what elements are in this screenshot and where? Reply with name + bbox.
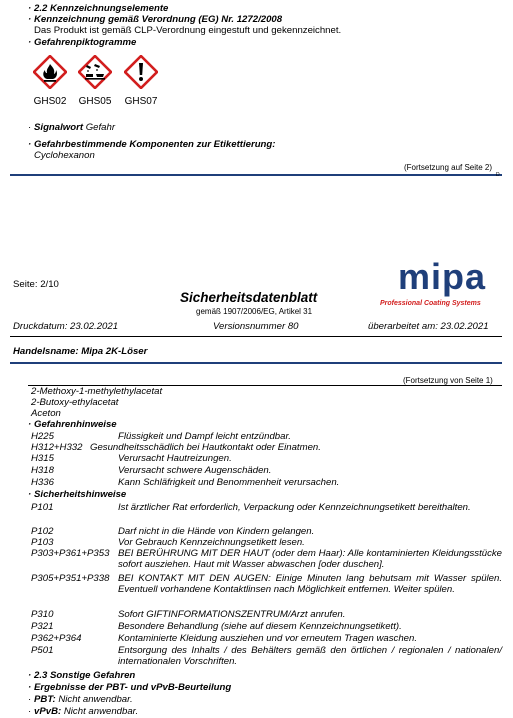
exclamation-icon: [124, 55, 158, 89]
pbt-heading: · Ergebnisse der PBT- und vPvB-Beurteilung: [28, 682, 232, 693]
precaution-code: P303+P361+P353: [31, 548, 110, 559]
precaution-code: P321: [31, 621, 54, 632]
corrosion-icon: [78, 55, 112, 89]
pictogram-code: GHS07: [124, 96, 158, 107]
pictogram-code: GHS02: [33, 96, 67, 107]
page-title: Sicherheitsdatenblatt: [180, 290, 318, 305]
component-item: 2-Methoxy-1-methylethylacetat: [31, 386, 163, 397]
trade-name-divider: [10, 362, 502, 364]
revision-date: überarbeitet am: 23.02.2021: [368, 321, 489, 332]
continued-on-note: (Fortsetzung auf Seite 2): [404, 163, 493, 172]
mipa-logo: [380, 256, 500, 312]
precaution-code: P101: [31, 502, 54, 513]
precaution-code: P102: [31, 526, 54, 537]
precaution-text: Besondere Behandlung (siehe auf diesem Kennzeichnungsetikett).: [118, 621, 402, 632]
signal-word: · Signalwort Gefahr: [28, 122, 116, 133]
precaution-text: Entsorgung des Inhalts / des Behälters gemäß den örtlichen / regionalen / nationalen/ internationalen Vorschriften.: [118, 645, 502, 667]
precaution-text: Ist ärztlicher Rat erforderlich, Verpackung oder Kennzeichnungsetikett bereithalten.: [118, 502, 471, 513]
hazard-code: H315: [31, 453, 54, 464]
hazard-code: H336: [31, 477, 54, 488]
page-marker: D: [496, 172, 500, 178]
hazard-text: Kann Schläfrigkeit und Benommenheit verursachen.: [118, 477, 340, 488]
flame-icon: [33, 55, 67, 89]
header-divider: [10, 336, 502, 337]
component-item: 2-Butoxy-ethylacetat: [31, 397, 119, 408]
hazard-statements-heading: · Gefahrenhinweise: [28, 419, 117, 430]
components-heading: · Gefahrbestimmende Komponenten zur Etikettierung:: [28, 139, 276, 150]
other-hazards-heading: · 2.3 Sonstige Gefahren: [28, 670, 136, 681]
precaution-text: BEI KONTAKT MIT DEN AUGEN: Einige Minuten lang behutsam mit Wasser spülen. Eventuell vorhandene Kontaktlinsen nach Möglichkeit entfernen. Weiter spülen.: [118, 573, 502, 595]
section-2-2-heading: · 2.2 Kennzeichnungselemente: [28, 3, 169, 14]
trade-name: Handelsname: Mipa 2K-Löser: [13, 346, 148, 357]
precaution-text: Darf nicht in die Hände von Kindern gelangen.: [118, 526, 315, 537]
regulation-heading: · Kennzeichnung gemäß Verordnung (EG) Nr. 1272/2008: [28, 14, 283, 25]
precaution-text: Kontaminierte Kleidung ausziehen und vor erneutem Tragen waschen.: [118, 633, 418, 644]
precaution-code: P310: [31, 609, 54, 620]
pictogram-code: GHS05: [78, 96, 112, 107]
hazard-code: H312+H332: [31, 442, 83, 453]
precaution-code: P305+P351+P338: [31, 573, 110, 584]
hazard-text: Flüssigkeit und Dampf leicht entzündbar.: [118, 431, 291, 442]
logo-tagline: Professional Coating Systems: [380, 300, 481, 307]
continued-from-note: (Fortsetzung von Seite 1): [403, 376, 493, 385]
component-item: Cyclohexanon: [34, 150, 95, 161]
precaution-text: Sofort GIFTINFORMATIONSZENTRUM/Arzt anrufen.: [118, 609, 346, 620]
regulation-text: Das Produkt ist gemäß CLP-Verordnung eingestuft und gekennzeichnet.: [34, 25, 342, 36]
precaution-code: P362+P364: [31, 633, 82, 644]
page-divider: [10, 174, 502, 176]
page-subtitle: gemäß 1907/2006/EG, Artikel 31: [196, 307, 313, 316]
precautionary-statements-heading: · Sicherheitshinweise: [28, 489, 127, 500]
hazard-text: Gesundheitsschädlich bei Hautkontakt oder Einatmen.: [90, 442, 321, 453]
precaution-text: BEI BERÜHRUNG MIT DER HAUT (oder dem Haar): Alle kontaminierten Kleidungsstücke sofort ausziehen. Haut mit Wasser abwaschen [oder duschen].: [118, 548, 502, 570]
pictograms-heading: · Gefahrenpiktogramme: [28, 37, 137, 48]
vpvb-result: · vPvB: Nicht anwendbar.: [28, 706, 139, 717]
hazard-text: Verursacht schwere Augenschäden.: [118, 465, 272, 476]
page-number: Seite: 2/10: [13, 279, 59, 290]
precaution-code: P103: [31, 537, 54, 548]
version-number: Versionsnummer 80: [213, 321, 299, 332]
print-date: Druckdatum: 23.02.2021: [13, 321, 119, 332]
hazard-text: Verursacht Hautreizungen.: [118, 453, 232, 464]
logo-wordmark: mipa: [398, 256, 487, 297]
pbt-result: · PBT: Nicht anwendbar.: [28, 694, 133, 705]
hazard-code: H318: [31, 465, 54, 476]
component-item: Aceton: [31, 408, 61, 419]
precaution-code: P501: [31, 645, 54, 656]
hazard-code: H225: [31, 431, 54, 442]
precaution-text: Vor Gebrauch Kennzeichnungsetikett lesen.: [118, 537, 305, 548]
